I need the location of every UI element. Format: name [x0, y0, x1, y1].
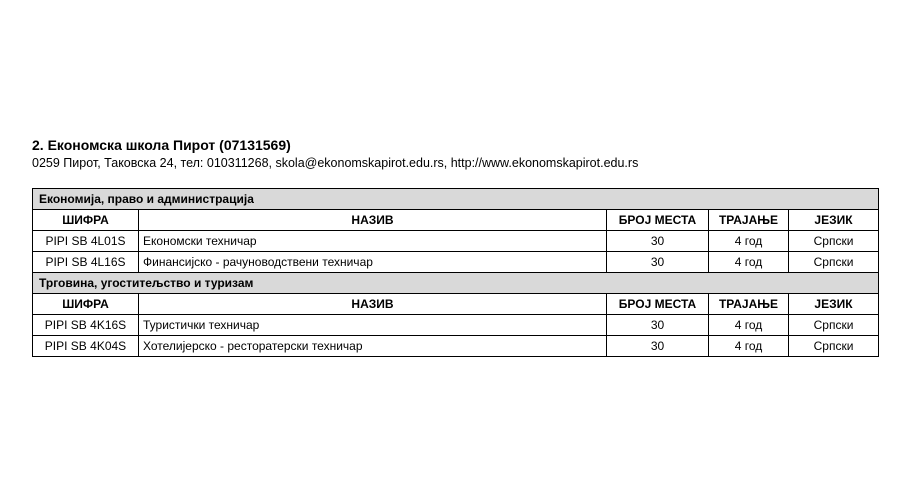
program-name: Хотелијерско - ресторатерски техничар: [139, 336, 607, 357]
school-header: [32, 136, 872, 172]
program-duration: 4 год: [709, 336, 789, 357]
program-language: Српски: [789, 336, 879, 357]
school-title: 2. Економска школа Пирот (07131569): [32, 137, 291, 153]
program-name: Финансијско - рачуноводствени техничар: [139, 252, 607, 273]
table-row: [33, 252, 879, 273]
program-language: Српски: [789, 315, 879, 336]
table-row: [33, 336, 879, 357]
programs-table: [32, 188, 879, 357]
program-code: PIPI SB 4K04S: [33, 336, 139, 357]
table-row: [33, 315, 879, 336]
program-duration: 4 год: [709, 252, 789, 273]
program-name: Економски техничар: [139, 231, 607, 252]
column-header-language: ЈЕЗИК: [789, 210, 879, 231]
table-row: [33, 231, 879, 252]
column-header-row: [33, 210, 879, 231]
program-name: Туристички техничар: [139, 315, 607, 336]
column-header-name: НАЗИВ: [139, 294, 607, 315]
column-header-name: НАЗИВ: [139, 210, 607, 231]
column-header-duration: ТРАЈАЊЕ: [709, 210, 789, 231]
section-title: Трговина, угоститељство и туризам: [33, 273, 879, 294]
column-header-places: БРОЈ МЕСТА: [607, 210, 709, 231]
column-header-code: ШИФРА: [33, 210, 139, 231]
section-title: Економија, право и администрација: [33, 189, 879, 210]
program-code: PIPI SB 4L01S: [33, 231, 139, 252]
column-header-code: ШИФРА: [33, 294, 139, 315]
column-header-language: ЈЕЗИК: [789, 294, 879, 315]
program-places: 30: [607, 252, 709, 273]
program-code: PIPI SB 4L16S: [33, 252, 139, 273]
school-contact-info: 0259 Пирот, Таковска 24, тел: 010311268, skola@ekonomskapirot.edu.rs, http://www.ekonomskapirot.edu.rs: [32, 156, 639, 170]
program-language: Српски: [789, 231, 879, 252]
section-row: [33, 273, 879, 294]
program-places: 30: [607, 231, 709, 252]
program-places: 30: [607, 315, 709, 336]
program-code: PIPI SB 4K16S: [33, 315, 139, 336]
column-header-row: [33, 294, 879, 315]
program-duration: 4 год: [709, 231, 789, 252]
program-places: 30: [607, 336, 709, 357]
program-duration: 4 год: [709, 315, 789, 336]
program-language: Српски: [789, 252, 879, 273]
section-row: [33, 189, 879, 210]
column-header-places: БРОЈ МЕСТА: [607, 294, 709, 315]
column-header-duration: ТРАЈАЊЕ: [709, 294, 789, 315]
